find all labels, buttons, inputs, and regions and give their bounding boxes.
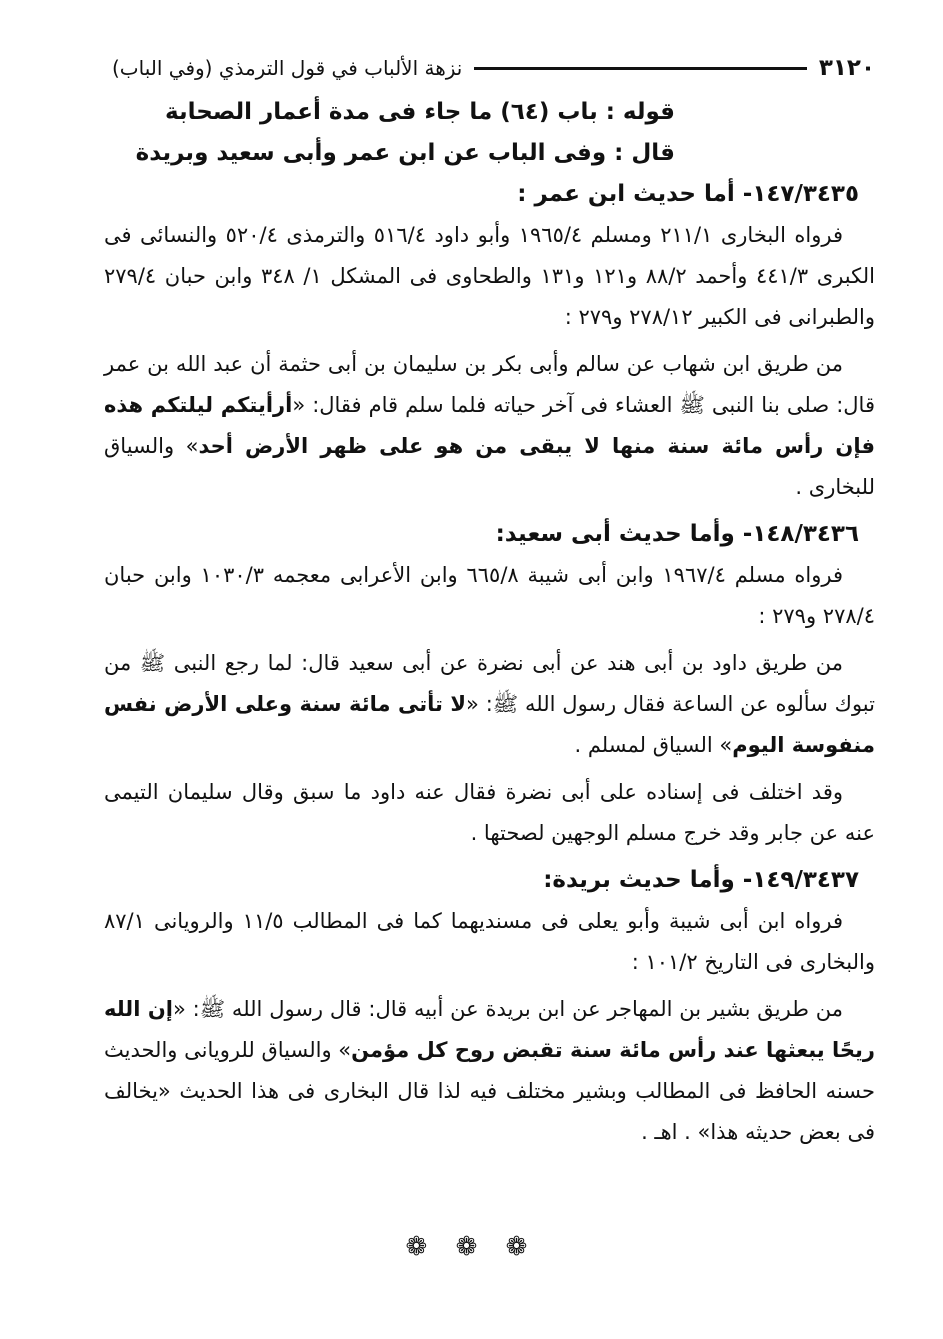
ornament-divider: ❁ ❁ ❁: [405, 1232, 538, 1262]
chain-text: من طريق ابن شهاب عن سالم وأبى بكر بن سليمان بن أبى حثمة أن عبد الله بن عمر قال: صلى بنا النبى ﷺ العشاء فى آخر حياته فلما سلم قام فقال: «: [104, 352, 875, 417]
section-heading-ibn-umar: ١٤٧/٣٤٣٥- أما حديث ابن عمر :: [517, 181, 859, 207]
page-header: [112, 50, 875, 86]
section-heading-abu-said: ١٤٨/٣٤٣٦- وأما حديث أبى سعيد:: [495, 521, 859, 547]
chain-ibn-umar: [104, 344, 875, 508]
note-abu-said: وقد اختلف فى إسناده على أبى نضرة فقال عنه داود ما سبق وقال سليمان التيمى عنه عن جابر وقد خرج مسلم الوجهين لصحتها .: [104, 780, 875, 845]
sources-buraydah: فرواه ابن أبى شيبة وأبو يعلى فى مسنديهما كما فى المطالب ١١/٥ والرويانى ٨٧/١ والبخارى فى التاريخ ١٠١/٢ :: [104, 909, 875, 974]
page-body: [104, 92, 875, 1159]
chain-buraydah: [104, 989, 875, 1153]
chain-abu-said: [104, 643, 875, 766]
hadith-quote: إن الله ريحًا يبعثها عند رأس مائة سنة تقبض روح كل مؤمن: [104, 997, 875, 1062]
section-heading-buraydah: ١٤٩/٣٤٣٧- وأما حديث بريدة:: [543, 867, 859, 893]
page-number: ٣١٢٠: [818, 55, 875, 81]
chain-tail: » السياق لمسلم .: [574, 733, 733, 757]
chain-tail: » والسياق للرويانى والحديث حسنه الحافظ فى المطالب وبشير مختلف فيه لذا قال البخارى فى هذا الحديث «يخالف فى بعض حديثه هذا» . اهـ .: [104, 1038, 875, 1144]
chain-text: من طريق بشير بن المهاجر عن ابن بريدة عن أبيه قال: قال رسول الله ﷺ: «: [172, 997, 843, 1021]
chapter-subtitle: قال : وفى الباب عن ابن عمر وأبى سعيد وبريدة: [135, 140, 675, 166]
header-rule: [474, 67, 806, 70]
running-title: نزهة الألباب في قول الترمذي (وفي الباب): [112, 56, 463, 80]
hadith-quote: أرأيتكم ليلتكم هذه فإن رأس مائة سنة منها لا يبقى من هو على ظهر الأرض أحد: [104, 393, 875, 458]
chapter-title: قوله : باب (٦٤) ما جاء فى مدة أعمار الصحابة: [165, 99, 675, 125]
sources-abu-said: فرواه مسلم ١٩٦٧/٤ وابن أبى شيبة ٦٦٥/٨ وابن الأعرابى معجمه ١٠٣٠/٣ وابن حبان ٢٧٨/٤ و٢٧٩ :: [104, 563, 875, 628]
chain-text: من طريق داود بن أبى هند عن أبى نضرة عن أبى سعيد قال: لما رجع النبى ﷺ من تبوك سألوه عن الساعة فقال رسول الله ﷺ: «: [104, 651, 875, 716]
hadith-quote: لا تأتى مائة سنة وعلى الأرض نفس منفوسة اليوم: [104, 692, 875, 757]
sources-ibn-umar: فرواه البخارى ٢١١/١ ومسلم ١٩٦٥/٤ وأبو داود ٥١٦/٤ والترمذى ٥٢٠/٤ والنسائى فى الكبرى ٤٤١/٣ وأحمد ٨٨/٢ و١٢١ و١٣١ والطحاوى فى المشكل ١/ ٣٤٨ وابن حبان ٢٧٩/٤ والطبرانى فى الكبير ٢٧٨/١٢ و٢٧٩ :: [104, 223, 875, 329]
chain-tail: » والسياق للبخارى .: [104, 434, 875, 499]
